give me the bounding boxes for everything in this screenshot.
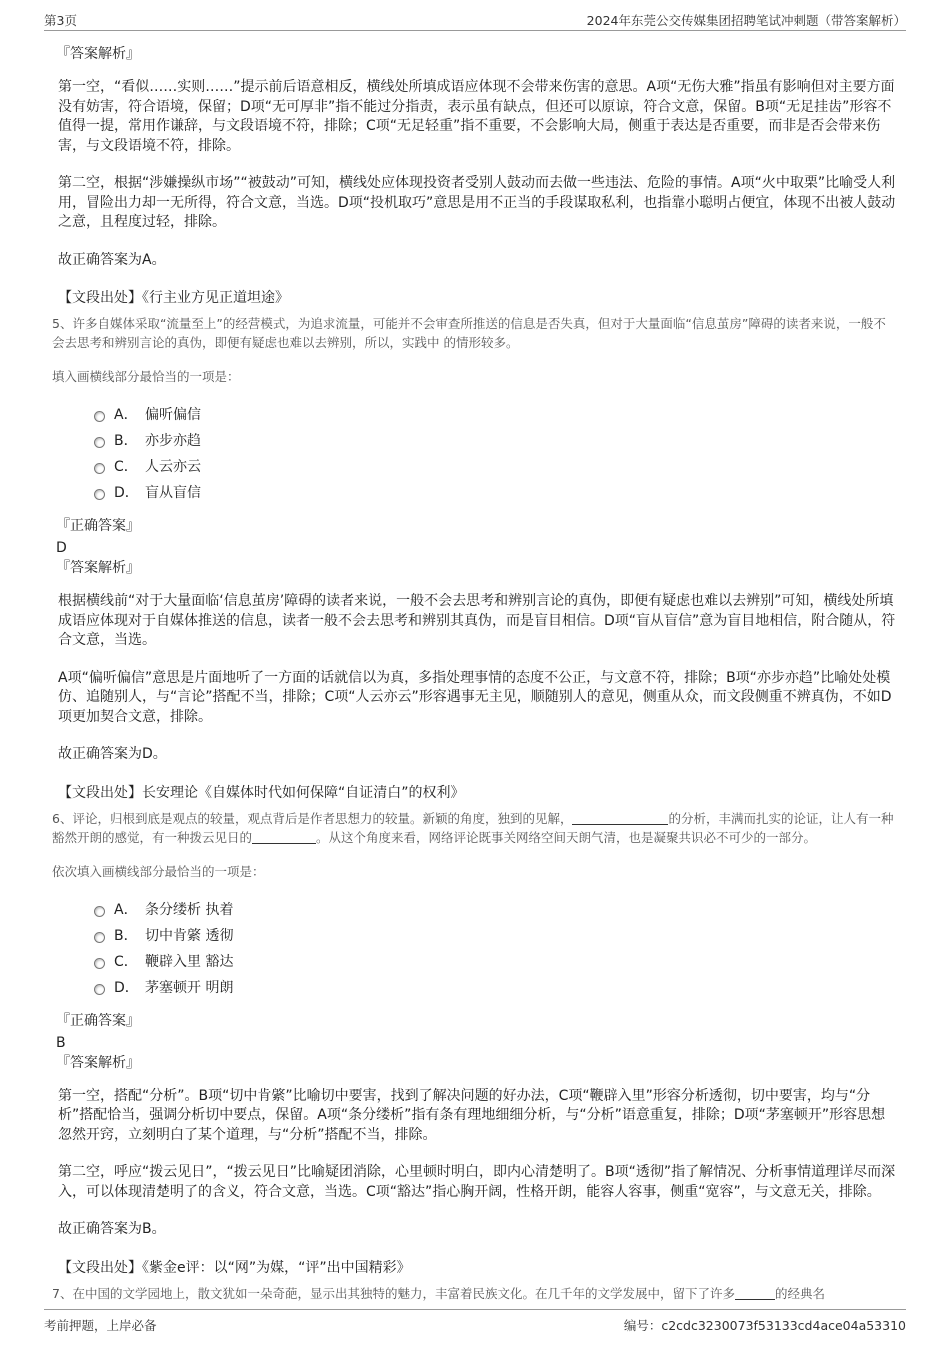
radio-icon[interactable]	[94, 984, 105, 995]
q5-answer: D	[56, 540, 67, 556]
q4-source	[58, 288, 896, 308]
q5-option-d[interactable]: D． 盲从盲信	[94, 480, 896, 506]
page-footer	[44, 1309, 906, 1334]
page-header	[44, 8, 906, 31]
q5-source-title: 长安理论《自媒体时代如何保障“自证清白”的权利》	[142, 784, 465, 801]
radio-icon[interactable]	[94, 958, 105, 969]
document-title: 2024年东莞公交传媒集团招聘笔试冲刺题（带答案解析）	[586, 13, 906, 28]
q6-analysis-para-2: 第二空，呼应“拨云见日”，“拨云见日”比喻疑团消除，心里顿时明白，即内心清楚明了。B项“透彻”指了解情况、分析事情道理详尽而深入，可以体现清楚明了的含义，符合文意，当选。C项“豁达”指心胸开阔，性格开朗，能容人容事，侧重“宽容”，与文意无关，排除。	[58, 1164, 896, 1200]
question-5	[52, 314, 896, 803]
correct-answer-label: 『正确答案』	[56, 518, 140, 534]
q5-option-c[interactable]: C． 人云亦云	[94, 454, 896, 480]
q6-option-b[interactable]: B． 切中肯綮 透彻	[94, 923, 896, 949]
question-7	[52, 1284, 896, 1303]
document-code: 编号：c2cdc3230073f53133cd4ace04a53310	[623, 1318, 906, 1333]
q5-option-a[interactable]: A． 偏听偏信	[94, 402, 896, 428]
q6-analysis-para-1: 第一空，搭配“分析”。B项“切中肯綮”比喻切中要害，找到了解决问题的好办法，C项“鞭辟入里”形容分析透彻，切中要害，均与“分析”搭配恰当，强调分析切中要点，保留。A项“条分缕析”指有条有理地细细分析，与“分析”语意重复，排除；D项“茅塞顿开”形容思想忽然开窍，立刻明白了某个道理，与“分析”搭配不当，排除。	[58, 1087, 886, 1143]
q5-source	[58, 783, 896, 803]
q5-conclusion: 故正确答案为D。	[58, 746, 167, 762]
q6-answer: B	[56, 1034, 66, 1051]
radio-icon[interactable]	[94, 489, 105, 500]
radio-icon[interactable]	[94, 463, 105, 474]
q6-option-c[interactable]: C． 鞭辟入里 豁达	[94, 949, 896, 975]
q4-analysis-section	[56, 44, 896, 308]
q6-prompt: 依次填入画横线部分最恰当的一项是：	[52, 863, 265, 879]
q4-analysis-para-1: 第一空，“看似……实则……”提示前后语意相反，横线处所填成语应体现不会带来伤害的意思。A项“无伤大雅”指虽有影响但对主要方面没有妨害，符合语境，保留；D项“无可厚非”指不能过分指责，表示虽有缺点，但还可以原谅，符合文意，保留。B项“无足挂齿”形容不值得一提，常用作谦辞，与文段语境不符，排除；C项“无足轻重”指不重要，不会影响大局，侧重于表达是否重要，而非是否会带来伤害，与文段语境不符，排除。	[58, 79, 895, 154]
radio-icon[interactable]	[94, 932, 105, 943]
page-number: 第3页	[44, 13, 77, 28]
q6-source-title: 《紫金e评：以“网”为媒，“评”出中国精彩》	[142, 1259, 411, 1276]
fill-blank-2	[252, 830, 316, 844]
source-label: 【文段出处】	[58, 1259, 142, 1276]
analysis-label: 『答案解析』	[56, 46, 140, 62]
analysis-label: 『答案解析』	[56, 560, 140, 576]
correct-answer-label: 『正确答案』	[56, 1012, 140, 1029]
q5-analysis-para-2: A项“偏听偏信”意思是片面地听了一方面的话就信以为真，多指处理事情的态度不公正，与文意不符，排除；B项“亦步亦趋”比喻处处模仿、追随别人，与“言论”搭配不当，排除；C项“人云亦云”形容遇事无主见，顺随别人的意见，侧重从众，而文段侧重不辨真伪，不如D项更加契合文意，排除。	[58, 669, 892, 725]
q5-analysis-para-1: 根据横线前“对于大量面临‘信息茧房’障碍的读者来说，一般不会去思考和辨别言论的真伪，即便有疑虑也难以去辨别”可知，横线处所填成语应体现对于自媒体推送的信息，读者一般不会去思考和辨别其真伪，而是盲目相信。D项“盲从盲信”意为盲目地相信，附合随从，符合文意，当选。	[58, 593, 896, 648]
question-6	[52, 809, 896, 1278]
fill-blank-1	[735, 1286, 775, 1300]
q6-conclusion: 故正确答案为B。	[58, 1221, 166, 1237]
q5-option-b[interactable]: B． 亦步亦趋	[94, 428, 896, 454]
q4-source-title: 《行主业方见正道坦途》	[142, 290, 289, 306]
q6-option-a[interactable]: A． 条分缕析 执着	[94, 897, 896, 923]
q5-text: 5、许多自媒体采取“流量至上”的经营模式，为追求流量，可能并不会审查所推送的信息是否失真，但对于大量面临“信息茧房”障碍的读者来说，一般不会去思考和辨别言论的真伪，即便有疑虑也难以去辨别，所以，实践中 的情形较多。	[52, 316, 886, 350]
analysis-label: 『答案解析』	[56, 1054, 140, 1071]
q7-text: 7、在中国的文学园地上，散文犹如一朵奇葩，显示出其独特的魅力，丰富着民族文化。在几千年的文学发展中，留下了许多 的经典名	[52, 1285, 825, 1301]
q5-options	[94, 402, 896, 506]
q6-text: 6、评论，归根到底是观点的较量，观点背后是作者思想力的较量。新颖的角度，独到的见解， 的分析，丰满而扎实的论证，让人有一种豁然开朗的感觉，有一种拨云见日的 。从这个角度来看，网络评论既事关网络空间天朗气清，也是凝聚共识必不可少的一部分。	[52, 810, 894, 845]
radio-icon[interactable]	[94, 411, 105, 422]
radio-icon[interactable]	[94, 437, 105, 448]
q6-option-d[interactable]: D． 茅塞顿开 明朗	[94, 975, 896, 1001]
document-body	[52, 44, 896, 1303]
q4-analysis-para-2: 第二空，根据“涉嫌操纵市场”“被鼓动”可知，横线处应体现投资者受别人鼓动而去做一些违法、危险的事情。A项“火中取栗”比喻受人利用，冒险出力却一无所得，符合文意，当选。D项“投机取巧”意思是用不正当的手段谋取私利，也指靠小聪明占便宜，体现不出被人鼓动之意，且程度过轻，排除。	[58, 175, 896, 230]
q6-options	[94, 897, 896, 1001]
q5-prompt: 填入画横线部分最恰当的一项是：	[52, 369, 240, 384]
source-label: 【文段出处】	[58, 290, 142, 306]
source-label: 【文段出处】	[58, 784, 142, 801]
footer-note: 考前押题，上岸必备	[44, 1318, 157, 1333]
q6-source	[58, 1258, 896, 1278]
q4-conclusion: 故正确答案为A。	[58, 251, 166, 268]
radio-icon[interactable]	[94, 906, 105, 917]
fill-blank-1	[572, 811, 668, 825]
